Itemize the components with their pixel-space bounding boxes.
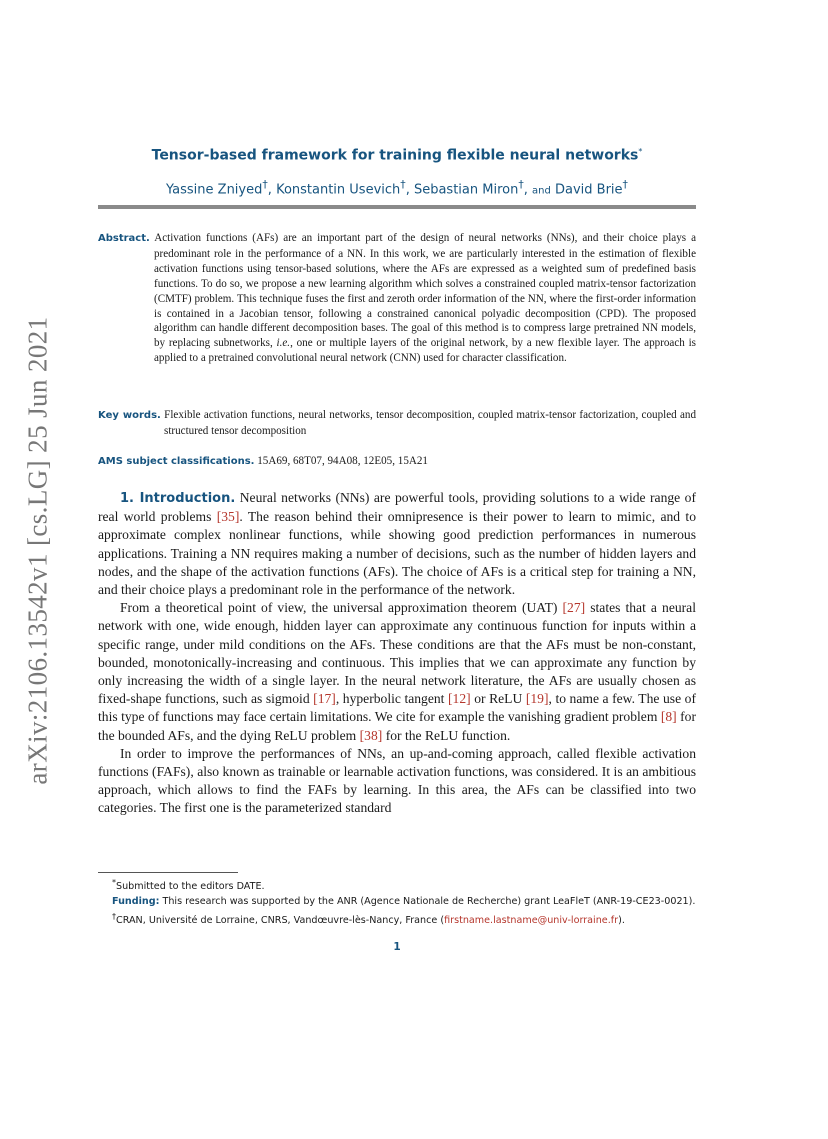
author-name: Konstantin Usevich [276,182,401,198]
author-separator: , [523,182,533,198]
paragraph-text: states that a neural network with one, wide enough, hidden layer can approximate any continuous function for inputs within a specific range, under mild conditions on the AFs. These conditions are that the AFs must be non-constant, bounded, monotonically-increasing and continuous. This implies that we can approximate any function by only increasing the width of a single layer. In the neural network literature, the AFs are usually chosen as fixed-shape functions, such as sigmoid [98,600,696,707]
footnote-mark: * [112,878,116,887]
footnote-text: ). [618,914,625,926]
abstract [98,231,696,366]
footnotes [98,876,696,928]
paragraph-text: In order to improve the performances of NNs, an up-and-coming approach, called flexible activation functions (FAFs), also known as trainable or learnable activation functions, was considered. It is an ambitious approach, which allows to find the FAFs by learning. In this area, the AFs can be classified into two categories. The first one is the parameterized standard [98,745,696,816]
paragraph-text: for the bounded AFs, and the dying ReLU problem [98,709,697,743]
abstract-text: Activation functions (AFs) are an important part of the design of neural networks (NNs), and their choice plays a predominant role in the performance of a NN. In this work, we are particularly interested in the estimation of flexible activation functions using tensor-based solutions, where the AFs are expressed as a weighted sum of predefined basis functions. To do so, we propose a new learning algorithm which solves a constrained coupled matrix-tensor factorization (CMTF) problem. This technique fuses the first and zeroth order information of the NN, where the first-order information is contained in a Jacobian tensor, following a constrained canonical polyadic decomposition (CPD). The proposed algorithm can handle different decomposition bases. The goal of this method is to compress large pretrained NN models, by replacing subnetworks, [149,232,696,350]
paragraph-text: , to name a few. The use of this type of functions may face certain limitations. We cite for example the vanishing gradient problem [98,691,696,725]
footnote-text: CRAN, Université de Lorraine, CNRS, Vandœuvre-lès-Nancy, France ( [116,914,445,926]
footnote-text: This research was supported by the ANR (Agence Nationale de Recherche) grant LeaFleT (ANR-19-CE23-0021). [159,895,696,907]
author-name: David Brie [555,182,623,198]
title-rule [98,205,696,209]
funding-label: Funding: [112,895,160,907]
author-list [98,178,696,197]
keywords-text: Flexible activation functions, neural networks, tensor decomposition, coupled matrix-tensor factorization, coupled and structured tensor decomposition [160,409,697,437]
footnote-affiliation [98,910,696,929]
affiliation-mark: † [622,178,628,191]
arxiv-identifier: arXiv:2106.13542v1 [cs.LG] 25 Jun 2021 [22,315,53,785]
paragraph [98,745,696,818]
introduction-section [98,489,696,818]
ams-text: 15A69, 68T07, 94A08, 12E05, 15A21 [254,455,428,467]
citation-link[interactable]: [8] [660,709,677,725]
affiliation-mark: † [262,178,268,191]
footnote-rule [98,872,238,873]
author-separator: , [405,182,414,198]
footnote-text: Submitted to the editors DATE. [116,881,265,893]
keywords-label: Key words. [98,410,161,421]
page-number: 1 [393,941,401,953]
keywords [98,408,696,439]
title-footnote-mark: * [638,147,643,156]
email-link[interactable]: firstname.lastname@univ-lorraine.fr [444,914,619,926]
footnote-mark: † [112,911,116,921]
paragraph-text: for the ReLU function. [382,727,511,743]
citation-link[interactable]: [17] [313,691,336,707]
citation-link[interactable]: [19] [525,691,549,707]
paragraph-text: . The reason behind their omnipresence is their power to learn to mimic, and to approximate complex nonlinear functions, while showing good prediction performances in numerous applications. Training a NN requires making a number of decisions, such as the number of hidden layers and nodes, and the shape of the activation functions (AFs). The choice of AFs is a critical step for training a NN, and their choice plays a predominant role in the performance of the network. [98,509,696,598]
footnote-submitted [98,876,696,895]
author-separator: , [267,182,277,198]
author-name: Sebastian Miron [413,182,519,198]
paragraph [98,599,696,745]
citation-link[interactable]: [12] [448,691,471,707]
citation-link[interactable]: [27] [562,600,586,616]
affiliation-mark: † [400,178,406,191]
citation-link[interactable]: [35] [216,509,240,525]
abstract-label: Abstract. [98,233,150,244]
ams-label: AMS subject classifications. [98,456,255,467]
paragraph-text: , hyperbolic tangent [335,691,448,707]
paragraph-text: Neural networks (NNs) are powerful tools, providing solutions to a wide range of real world problems [98,490,696,525]
paragraph-text: or ReLU [470,691,526,707]
abstract-ie: i.e. [276,337,291,350]
abstract-text-end: , one or multiple layers of the original network, by a new flexible layer. The approach is applied to a pretrained convolutional neural network (CNN) used for character classification. [154,337,696,365]
section-heading: 1. Introduction. [120,491,236,506]
paper-title [98,147,696,164]
author-name: Yassine Zniyed [166,182,263,198]
author-and: and [532,185,551,197]
title-text: Tensor-based framework for training flexible neural networks [151,147,639,164]
ams-classifications [98,454,696,470]
footnote-funding [98,895,696,910]
paragraph-text: From a theoretical point of view, the universal approximation theorem (UAT) [120,600,563,616]
citation-link[interactable]: [38] [359,727,383,743]
paragraph [98,489,696,599]
affiliation-mark: † [518,178,524,191]
arxiv-side-stamp [22,315,54,785]
